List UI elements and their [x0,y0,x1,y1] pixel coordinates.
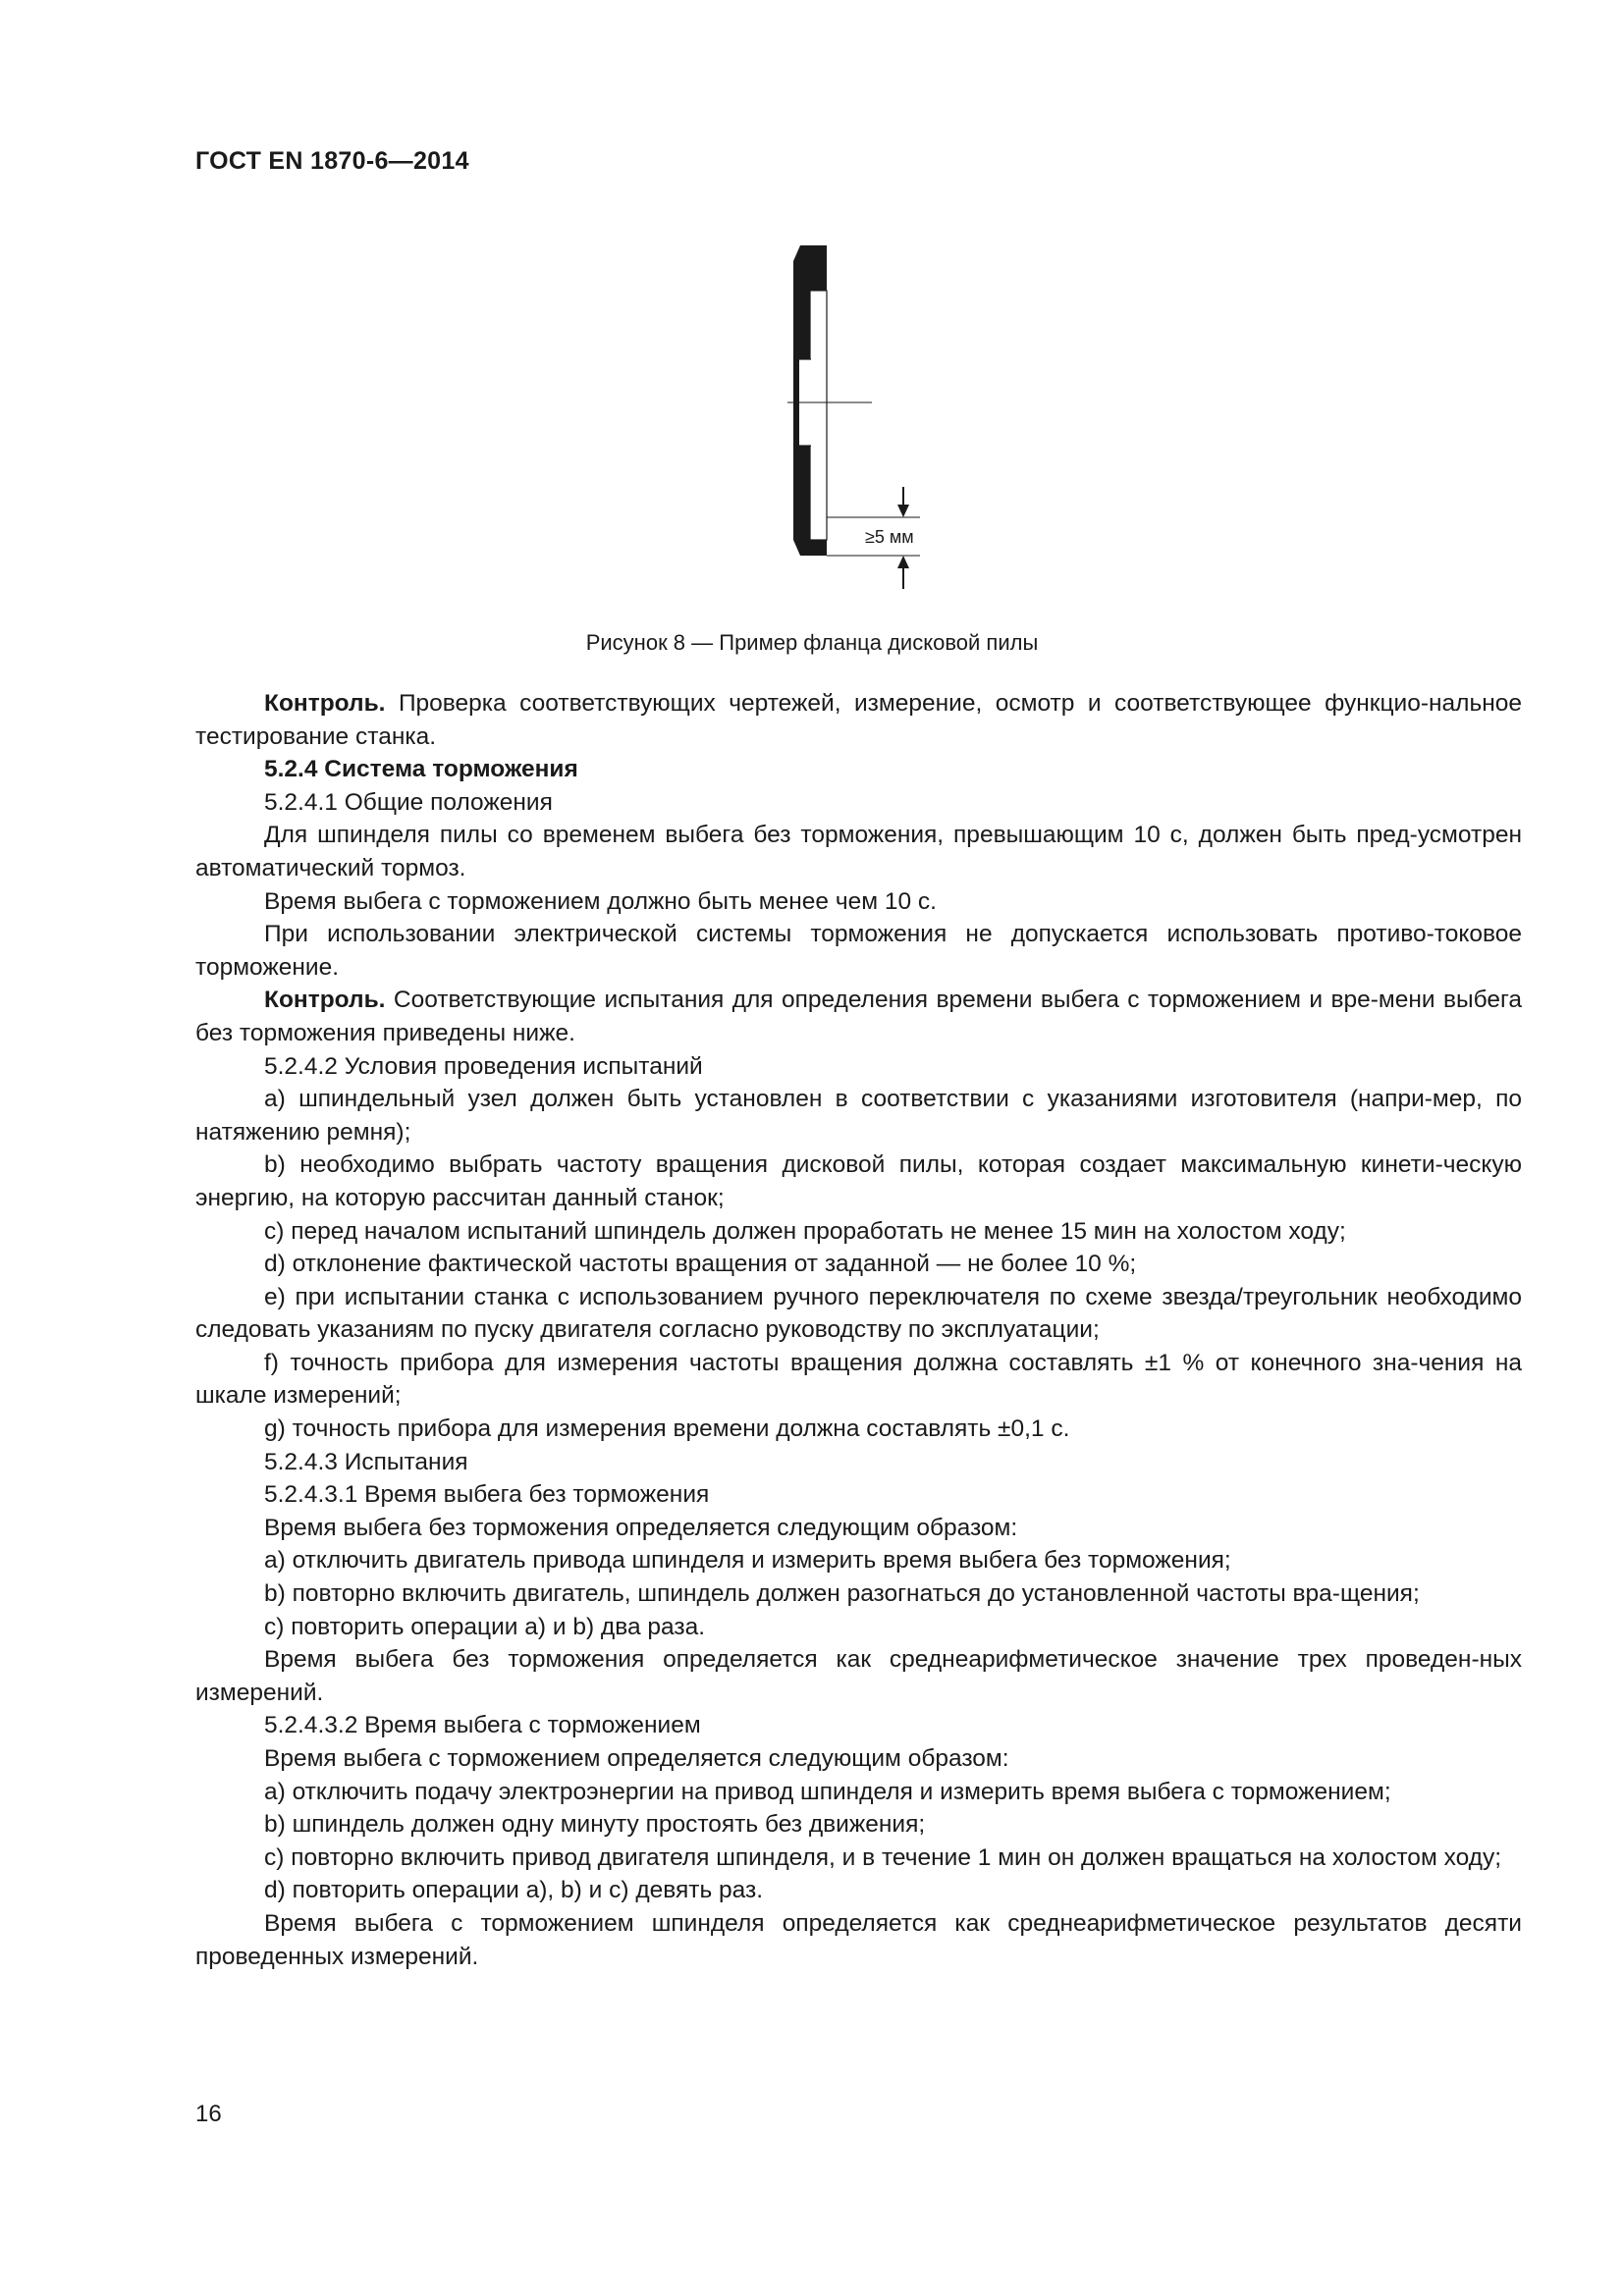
section-heading-524: 5.2.4 Система торможения [264,756,578,783]
paragraph: Для шпинделя пилы со временем выбега без торможения, превышающим 10 с, должен быть пред-усмотрен автоматический тормоз. [195,822,1522,881]
flange-slot [810,291,827,540]
list-item: a) отключить двигатель привода шпинделя и измерить время выбега без торможения; [264,1547,1231,1575]
control-label: Контроль. [264,690,386,717]
paragraph: Время выбега без торможения определяется как среднеарифметическое значение трех проведен-ных измерений. [195,1646,1522,1706]
list-item: g) точность прибора для измерения времени должна составлять ±0,1 с. [264,1415,1070,1443]
dimension-label: ≥5 мм [865,527,914,547]
figure-caption: Рисунок 8 — Пример фланца дисковой пилы [585,630,1039,655]
control-paragraph-1: Контроль. Проверка соответствующих чертежей, измерение, осмотр и соответствующее функцио-нальное тестирование станка. [195,690,1522,750]
arrow-up-icon [897,556,909,568]
list-item: a) шпиндельный узел должен быть установлен в соответствии с указаниями изготовителя (напри-мер, по натяжению ремня); [195,1086,1522,1146]
page-number: 16 [195,2101,222,2127]
list-item: d) повторить операции a), b) и c) девять раз. [264,1877,764,1904]
subsection-heading-5242: 5.2.4.2 Условия проведения испытаний [264,1052,703,1080]
list-item: a) отключить подачу электроэнергии на привод шпинделя и измерить время выбега с торможением; [264,1778,1391,1805]
list-item: b) повторно включить двигатель, шпиндель должен разогнаться до установленной частоты вра-щения; [264,1580,1420,1608]
list-item: e) при испытании станка с использованием ручного переключателя по схеме звезда/треугольник необходимо следовать указаниям по пуску двигателя согласно руководству по эксплуатации; [195,1283,1522,1344]
subsection-heading-5243: 5.2.4.3 Испытания [264,1448,468,1475]
subsection-heading-5241: 5.2.4.1 Общие положения [264,788,553,816]
saw-flange-figure [766,236,962,609]
paragraph: При использовании электрической системы торможения не допускается использовать противо-токовое торможение. [195,921,1522,981]
paragraph: Время выбега с торможением определяется следующим образом: [264,1745,1009,1772]
subsection-heading-52431: 5.2.4.3.1 Время выбега без торможения [264,1481,710,1509]
subsection-heading-52432: 5.2.4.3.2 Время выбега с торможением [264,1712,701,1739]
list-item: f) точность прибора для измерения частоты вращения должна составлять ±1 % от конечного зна-чения на шкале измерений; [195,1349,1522,1410]
control-label: Контроль. [264,987,386,1014]
paragraph: Время выбега с торможением должно быть менее чем 10 с. [264,887,937,915]
arrow-down-icon [897,505,909,517]
list-item: c) повторно включить привод двигателя шпинделя, и в течение 1 мин он должен вращаться на холостом ходу; [264,1843,1502,1871]
list-item: c) повторить операции a) и b) два раза. [264,1613,706,1640]
paragraph: Время выбега с торможением шпинделя определяется как среднеарифметическое результатов десяти проведенных измерений. [195,1909,1522,1970]
paragraph: Время выбега без торможения определяется следующим образом: [264,1514,1018,1541]
document-body [195,687,1522,1973]
list-item: b) необходимо выбрать частоту вращения дисковой пилы, которая создает максимальную кинети-ческую энергию, на которую рассчитан данный станок; [195,1151,1522,1211]
list-item: c) перед началом испытаний шпиндель должен проработать не менее 15 мин на холостом ходу; [264,1217,1346,1245]
list-item: b) шпиндель должен одну минуту простоять без движения; [264,1811,926,1839]
list-item: d) отклонение фактической частоты вращения от заданной — не более 10 %; [264,1251,1137,1278]
control-paragraph-2: Контроль. Соответствующие испытания для определения времени выбега с торможением и вре-мени выбега без торможения приведены ниже. [195,987,1522,1046]
document-header: ГОСТ EN 1870-6—2014 [195,147,469,175]
